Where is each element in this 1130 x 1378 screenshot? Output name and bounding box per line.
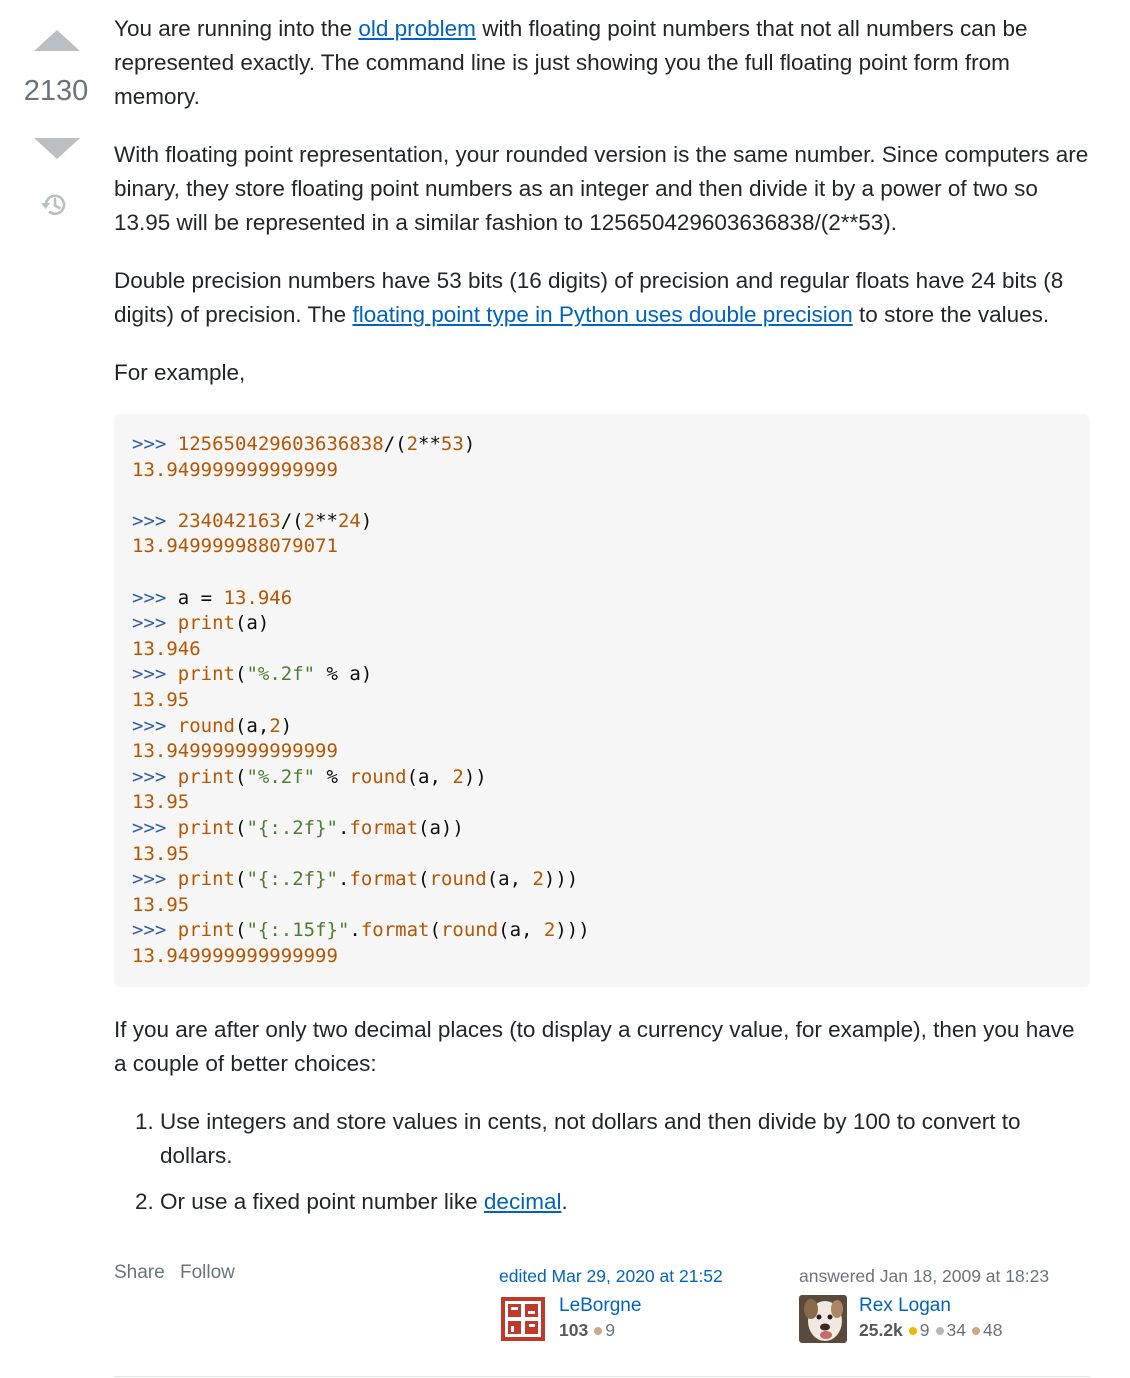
code-token: 53: [440, 433, 464, 455]
post-menu: [114, 1262, 245, 1284]
code-token: ): [360, 509, 373, 532]
code-token: % a): [315, 663, 373, 686]
code-token: (a)): [418, 816, 464, 839]
prompt: >>>: [132, 919, 167, 942]
code-token: "%.2f": [246, 765, 316, 788]
code-token: 2: [452, 765, 464, 788]
code-line: [132, 509, 1072, 535]
code-line: [132, 586, 1072, 612]
code-token: 2: [303, 509, 316, 532]
code-token: ))): [543, 868, 579, 891]
code-token: (: [429, 919, 441, 942]
code-token: .: [349, 919, 361, 942]
text: Double precision numbers have 53 bits (16 digits) of precision and regular floats have 24 bits (8 digits) of precision. The: [114, 268, 1064, 327]
code-token: 2: [269, 714, 281, 737]
code-token: (a,: [406, 765, 453, 788]
code-token: format: [349, 868, 419, 891]
code-token: .: [337, 816, 350, 839]
editor-name[interactable]: LeBorgne: [559, 1295, 642, 1316]
text: with floating point numbers that not all numbers can be represented exactly. The command line is just showing you the full floating point form from memory.: [114, 16, 1028, 109]
code-token: (: [418, 868, 430, 891]
choices-list: [114, 1105, 1090, 1219]
code-token: 24: [337, 509, 361, 532]
code-output: 13.95: [132, 842, 190, 865]
editor-avatar[interactable]: [499, 1295, 547, 1343]
code-output: 13.95: [132, 893, 190, 916]
bronze-count: 9: [605, 1320, 615, 1340]
code-token: "{:.2f}": [246, 868, 338, 891]
prompt: >>>: [132, 765, 167, 788]
code-token: round: [349, 765, 407, 788]
gold-badge-icon: [909, 1327, 917, 1335]
code-token: print: [177, 612, 235, 635]
code-token: 13.946: [223, 586, 293, 609]
code-token: "{:.15f}": [246, 919, 350, 942]
code-token: (: [234, 919, 247, 942]
code-token: %: [315, 765, 350, 788]
code-token: .: [337, 868, 350, 891]
code-token: (: [234, 765, 247, 788]
code-output: 13.95: [132, 791, 190, 814]
code-token: print: [177, 765, 235, 788]
code-output: 13.949999999999999: [132, 944, 338, 967]
code-token: round: [440, 919, 499, 942]
code-token: print: [177, 919, 235, 942]
list-item: [160, 1185, 1090, 1219]
code-block: [114, 414, 1090, 987]
code-output: 13.949999999999999: [132, 458, 338, 481]
paragraph-3: [114, 264, 1090, 332]
follow-link[interactable]: Follow: [179, 1262, 235, 1283]
prompt: >>>: [132, 433, 167, 455]
code-token: )): [463, 765, 487, 788]
code-output: 13.949999999999999: [132, 740, 338, 763]
code-token: **: [418, 433, 441, 455]
list-item: 1. Use integers and store values in cents, not dollars and then divide by 100 to convert to dollars.: [160, 1105, 1090, 1173]
old-problem-link[interactable]: old problem: [358, 16, 476, 41]
answered-time: answered Jan 18, 2009 at 18:23: [799, 1266, 1050, 1286]
paragraph-1: [114, 12, 1090, 114]
python-float-docs-link[interactable]: floating point type in Python uses double precision: [352, 302, 853, 327]
gold-count: 9: [919, 1320, 930, 1340]
code-token: (: [234, 663, 247, 686]
paragraph-5: If you are after only two decimal places (to display a currency value, for example), then you have a couple of better choices:: [114, 1017, 1075, 1077]
code-token: ): [463, 433, 476, 455]
prompt: >>>: [132, 663, 167, 686]
code-output: 13.95: [132, 688, 190, 711]
code-token: print: [177, 868, 235, 891]
editor-reputation: [559, 1318, 641, 1343]
code-token: 2: [543, 919, 556, 942]
code-token: /(: [280, 509, 304, 532]
code-token: print: [177, 663, 235, 686]
code-line: [132, 816, 1072, 842]
reputation-score: 103: [559, 1320, 589, 1340]
code-token: (a,: [498, 919, 544, 942]
answer-body: [114, 12, 1090, 1243]
code-output: 13.949999988079071: [132, 535, 338, 558]
code-line: [132, 714, 1072, 740]
code-token: 2: [532, 868, 544, 891]
prompt: >>>: [132, 612, 167, 635]
decimal-link[interactable]: decimal: [483, 1189, 562, 1215]
prompt: >>>: [132, 586, 167, 609]
code-token: ))): [555, 919, 590, 942]
share-link[interactable]: Share: [114, 1262, 165, 1283]
paragraph-2: With floating point representation, your rounded version is the same number. Since computers are binary, they store floating point numbers as an integer and then divide it by a power of two so 13.95 will be represented in a similar fashion to 125650429603636838/(2**53).: [114, 142, 1089, 235]
prompt: >>>: [132, 714, 167, 737]
code-line: [132, 662, 1072, 688]
bronze-count: 48: [983, 1320, 1003, 1340]
divider: [114, 1376, 1090, 1377]
upvote-arrow-icon[interactable]: [34, 30, 80, 51]
answerer-signature: [799, 1266, 1090, 1343]
code-token: print: [177, 816, 235, 839]
code-token: 234042163: [177, 509, 281, 532]
history-icon[interactable]: [40, 190, 70, 220]
prompt: >>>: [132, 509, 167, 532]
code-token: format: [349, 816, 419, 839]
code-token: round: [177, 714, 235, 737]
code-token: round: [429, 868, 487, 891]
silver-badge-icon: [936, 1327, 944, 1335]
prompt: >>>: [132, 816, 167, 839]
code-token: (a,: [234, 714, 270, 737]
code-token: **: [315, 509, 338, 532]
prompt: >>>: [132, 868, 167, 891]
text: to store the values.: [852, 302, 1050, 327]
code-line: [132, 611, 1072, 637]
code-line: [132, 765, 1072, 791]
code-line: [132, 867, 1072, 893]
edited-time[interactable]: edited Mar 29, 2020 at 21:52: [499, 1266, 723, 1286]
code-token: a =: [177, 586, 224, 609]
bronze-badge-icon: [972, 1327, 980, 1335]
code-token: (a): [234, 612, 270, 635]
code-token: 2: [406, 433, 419, 455]
code-token: (: [234, 816, 247, 839]
answerer-reputation: [859, 1318, 1002, 1343]
text: .: [561, 1189, 568, 1215]
code-token: format: [360, 919, 430, 942]
code-token: 125650429603636838: [177, 433, 384, 455]
code-line: [132, 432, 1072, 458]
downvote-arrow-icon[interactable]: [34, 138, 80, 159]
bronze-badge-icon: [594, 1327, 602, 1335]
code-token: ): [280, 714, 293, 737]
text: You are running into the: [114, 16, 359, 41]
code-token: (: [234, 868, 247, 891]
code-token: "{:.2f}": [246, 816, 338, 839]
code-line: [132, 918, 1072, 944]
code-token: (a,: [486, 868, 533, 891]
post-footer: [114, 1258, 1090, 1378]
reputation-score: 25.2k: [859, 1320, 903, 1340]
code-token: "%.2f": [246, 663, 316, 686]
code-token: /(: [383, 433, 407, 455]
code-output: 13.946: [132, 637, 201, 660]
paragraph-4: For example,: [114, 360, 246, 385]
answerer-avatar[interactable]: [799, 1295, 847, 1343]
vote-count: 2130: [23, 75, 89, 107]
editor-signature: [499, 1266, 779, 1343]
answerer-name[interactable]: Rex Logan: [859, 1295, 951, 1316]
text: Or use a fixed point number like: [160, 1189, 484, 1215]
silver-count: 34: [946, 1320, 966, 1340]
